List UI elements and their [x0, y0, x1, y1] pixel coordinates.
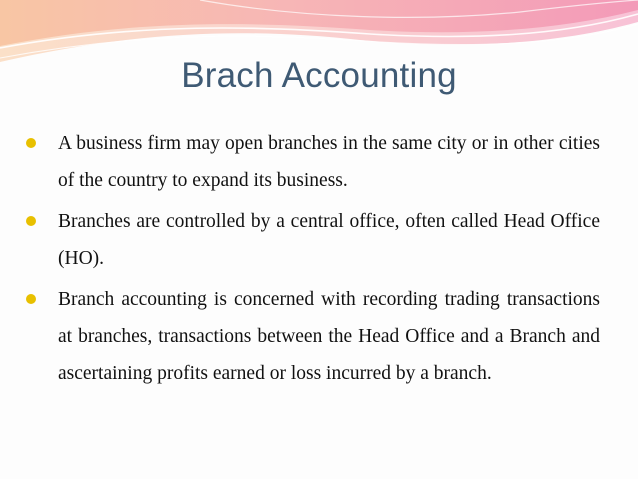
bullet-text: Branches are controlled by a central office, often called Head Office (HO).	[58, 211, 600, 269]
bullet-text: Branch accounting is concerned with recording trading transactions at branches, transactions between the Head Office and a Branch and ascertaining profits earned or loss incurred by a branch.	[58, 289, 600, 384]
bullet-list	[24, 125, 600, 396]
bullet-item	[24, 203, 600, 277]
bullet-text: A business firm may open branches in the same city or in other cities of the country to expand its business.	[58, 133, 600, 191]
bullet-item	[24, 281, 600, 392]
bullet-icon	[26, 216, 36, 226]
slide-title: Brach Accounting	[181, 56, 457, 95]
bullet-icon	[26, 138, 36, 148]
bullet-icon	[26, 294, 36, 304]
bullet-item	[24, 125, 600, 199]
